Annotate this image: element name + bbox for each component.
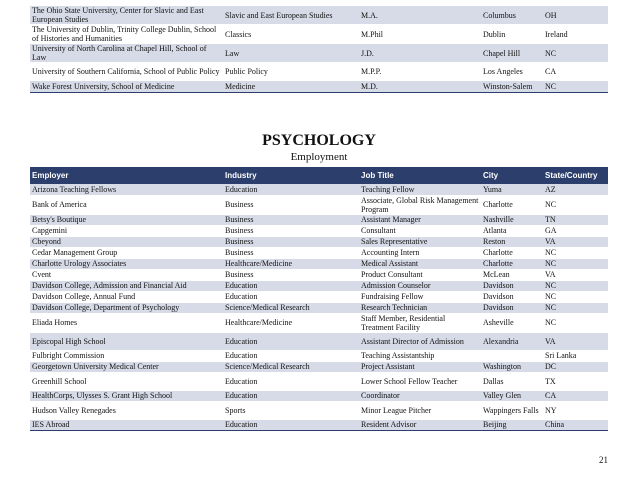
table-row: [30, 44, 608, 63]
city-cell: Yuma: [481, 184, 543, 195]
degree-cell: M.D.: [359, 81, 481, 93]
field-cell: Law: [223, 44, 359, 63]
table-header-row: [30, 167, 608, 184]
employer-cell: Charlotte Urology Associates: [30, 258, 223, 269]
table-row: [30, 419, 608, 430]
job-title-cell: Staff Member, Residential Treatment Facility: [359, 313, 481, 332]
industry-cell: Education: [223, 184, 359, 195]
city-cell: Chapel Hill: [481, 44, 543, 63]
employer-cell: Davidson College, Department of Psychology: [30, 302, 223, 313]
job-title-cell: Minor League Pitcher: [359, 401, 481, 419]
state-cell: NC: [543, 247, 608, 258]
city-cell: McLean: [481, 269, 543, 280]
city-cell: Beijing: [481, 419, 543, 430]
industry-cell: Education: [223, 350, 359, 361]
job-title-cell: Sales Representative: [359, 236, 481, 247]
employer-cell: Cvent: [30, 269, 223, 280]
city-cell: Winston-Salem: [481, 81, 543, 93]
job-title-cell: Fundraising Fellow: [359, 291, 481, 302]
state-cell: NC: [543, 195, 608, 214]
job-title-cell: Resident Advisor: [359, 419, 481, 430]
job-title-cell: Product Consultant: [359, 269, 481, 280]
employer-cell: Cedar Management Group: [30, 247, 223, 258]
city-cell: Davidson: [481, 280, 543, 291]
state-cell: VA: [543, 332, 608, 350]
job-title-cell: Admission Counselor: [359, 280, 481, 291]
school-cell: University of Southern California, School of Public Policy: [30, 63, 223, 81]
table-row: [30, 390, 608, 401]
table-row: [30, 350, 608, 361]
employer-cell: Eliada Homes: [30, 313, 223, 332]
degree-cell: J.D.: [359, 44, 481, 63]
city-cell: Alexandria: [481, 332, 543, 350]
state-cell: NC: [543, 44, 608, 63]
job-title-cell: Lower School Fellow Teacher: [359, 372, 481, 390]
industry-cell: Science/Medical Research: [223, 302, 359, 313]
state-cell: OH: [543, 6, 608, 25]
field-cell: Classics: [223, 25, 359, 44]
job-title-cell: Associate, Global Risk Management Program: [359, 195, 481, 214]
industry-cell: Business: [223, 247, 359, 258]
table-row: [30, 372, 608, 390]
state-cell: NC: [543, 280, 608, 291]
city-cell: Davidson: [481, 302, 543, 313]
industry-cell: Education: [223, 291, 359, 302]
industry-cell: Healthcare/Medicine: [223, 258, 359, 269]
degree-cell: M.A.: [359, 6, 481, 25]
job-title-cell: Assistant Manager: [359, 214, 481, 225]
industry-cell: Science/Medical Research: [223, 361, 359, 372]
field-cell: Slavic and East European Studies: [223, 6, 359, 25]
city-cell: Nashville: [481, 214, 543, 225]
city-cell: [481, 350, 543, 361]
job-title-cell: Research Technician: [359, 302, 481, 313]
table-row: [30, 280, 608, 291]
table-row: [30, 225, 608, 236]
city-cell: Charlotte: [481, 195, 543, 214]
employer-cell: Davidson College, Admission and Financial Aid: [30, 280, 223, 291]
table-row: [30, 313, 608, 332]
table-row: [30, 302, 608, 313]
job-title-cell: Accounting Intern: [359, 247, 481, 258]
industry-cell: Business: [223, 225, 359, 236]
state-cell: Sri Lanka: [543, 350, 608, 361]
city-cell: Davidson: [481, 291, 543, 302]
city-cell: Washington: [481, 361, 543, 372]
column-header-job-title: Job Title: [359, 167, 481, 184]
state-cell: TN: [543, 214, 608, 225]
table-row: [30, 332, 608, 350]
school-cell: Wake Forest University, School of Medicine: [30, 81, 223, 93]
city-cell: Dallas: [481, 372, 543, 390]
table-row: [30, 258, 608, 269]
column-header-industry: Industry: [223, 167, 359, 184]
industry-cell: Sports: [223, 401, 359, 419]
field-cell: Medicine: [223, 81, 359, 93]
employer-cell: Betsy's Boutique: [30, 214, 223, 225]
city-cell: Valley Glen: [481, 390, 543, 401]
industry-cell: Business: [223, 195, 359, 214]
column-header-city: City: [481, 167, 543, 184]
table-row: [30, 247, 608, 258]
table-row: [30, 401, 608, 419]
industry-cell: Business: [223, 236, 359, 247]
employer-cell: Davidson College, Annual Fund: [30, 291, 223, 302]
school-cell: The Ohio State University, Center for Slavic and East European Studies: [30, 6, 223, 25]
state-cell: TX: [543, 372, 608, 390]
state-cell: CA: [543, 63, 608, 81]
employer-cell: Episcopal High School: [30, 332, 223, 350]
table-row: [30, 269, 608, 280]
industry-cell: Education: [223, 419, 359, 430]
table-row: [30, 25, 608, 44]
field-cell: Public Policy: [223, 63, 359, 81]
city-cell: Wappingers Falls: [481, 401, 543, 419]
section-title: PSYCHOLOGY: [262, 132, 376, 149]
table-row: [30, 361, 608, 372]
employer-cell: Fulbright Commission: [30, 350, 223, 361]
employer-cell: Bank of America: [30, 195, 223, 214]
table-row: [30, 6, 608, 25]
industry-cell: Education: [223, 372, 359, 390]
state-cell: China: [543, 419, 608, 430]
table-row: [30, 291, 608, 302]
employer-cell: HealthCorps, Ulysses S. Grant High School: [30, 390, 223, 401]
state-cell: VA: [543, 236, 608, 247]
job-title-cell: Teaching Fellow: [359, 184, 481, 195]
industry-cell: Healthcare/Medicine: [223, 313, 359, 332]
industry-cell: Business: [223, 269, 359, 280]
state-cell: NC: [543, 313, 608, 332]
state-cell: NC: [543, 291, 608, 302]
table-row: [30, 195, 608, 214]
state-cell: DC: [543, 361, 608, 372]
city-cell: Reston: [481, 236, 543, 247]
section-subtitle: Employment: [290, 151, 348, 163]
city-cell: Los Angeles: [481, 63, 543, 81]
employer-cell: Georgetown University Medical Center: [30, 361, 223, 372]
city-cell: Atlanta: [481, 225, 543, 236]
state-cell: NC: [543, 258, 608, 269]
table-row: [30, 81, 608, 93]
industry-cell: Education: [223, 332, 359, 350]
state-cell: VA: [543, 269, 608, 280]
employer-cell: Hudson Valley Renegades: [30, 401, 223, 419]
column-header-employer: Employer: [30, 167, 223, 184]
state-cell: NC: [543, 302, 608, 313]
school-cell: University of North Carolina at Chapel Hill, School of Law: [30, 44, 223, 63]
employer-cell: Cbeyond: [30, 236, 223, 247]
employer-cell: Arizona Teaching Fellows: [30, 184, 223, 195]
state-cell: NY: [543, 401, 608, 419]
state-cell: GA: [543, 225, 608, 236]
industry-cell: Education: [223, 390, 359, 401]
city-cell: Columbus: [481, 6, 543, 25]
column-header-state-country: State/Country: [543, 167, 608, 184]
table-row: [30, 63, 608, 81]
school-cell: The University of Dublin, Trinity College Dublin, School of Histories and Humanities: [30, 25, 223, 44]
state-cell: NC: [543, 81, 608, 93]
city-cell: Charlotte: [481, 258, 543, 269]
employer-cell: Greenhill School: [30, 372, 223, 390]
table-row: [30, 184, 608, 195]
job-title-cell: Teaching Assistantship: [359, 350, 481, 361]
city-cell: Asheville: [481, 313, 543, 332]
job-title-cell: Coordinator: [359, 390, 481, 401]
employer-cell: IES Abroad: [30, 419, 223, 430]
state-cell: Ireland: [543, 25, 608, 44]
employer-cell: Capgemini: [30, 225, 223, 236]
city-cell: Dublin: [481, 25, 543, 44]
degree-cell: M.P.P.: [359, 63, 481, 81]
city-cell: Charlotte: [481, 247, 543, 258]
graduate-school-table: [30, 6, 608, 93]
degree-cell: M.Phil: [359, 25, 481, 44]
employment-table: [30, 167, 608, 431]
job-title-cell: Consultant: [359, 225, 481, 236]
job-title-cell: Medical Assistant: [359, 258, 481, 269]
job-title-cell: Project Assistant: [359, 361, 481, 372]
table-row: [30, 236, 608, 247]
industry-cell: Business: [223, 214, 359, 225]
state-cell: CA: [543, 390, 608, 401]
state-cell: AZ: [543, 184, 608, 195]
table-row: [30, 214, 608, 225]
industry-cell: Education: [223, 280, 359, 291]
job-title-cell: Assistant Director of Admission: [359, 332, 481, 350]
page-number: 21: [599, 455, 608, 465]
